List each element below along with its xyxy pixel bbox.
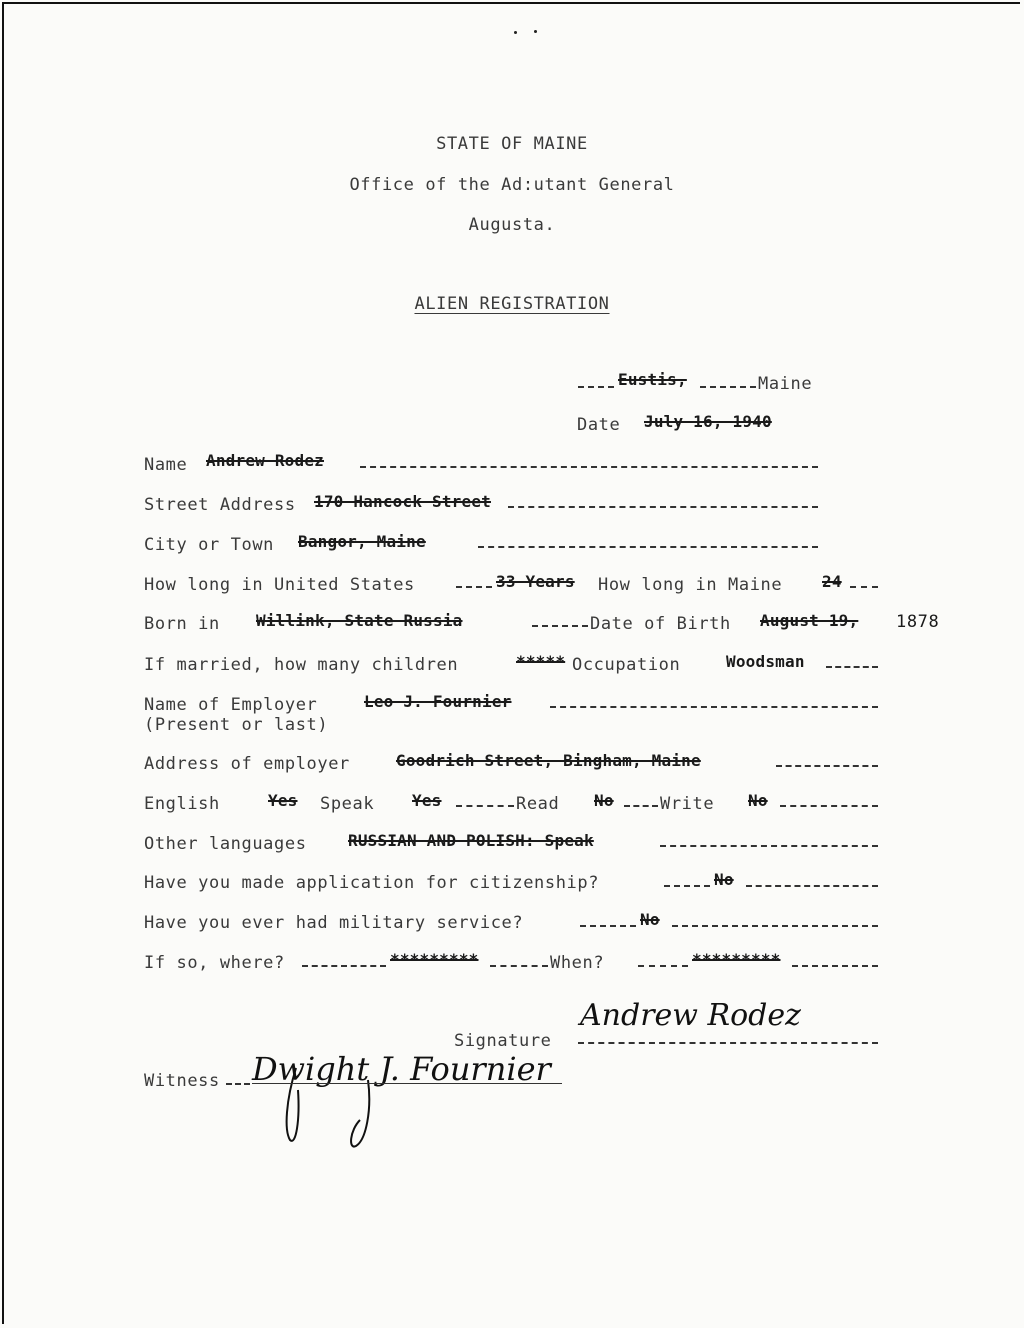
speak-value: Yes (412, 791, 442, 810)
dash-leader (638, 965, 688, 967)
dash-leader (850, 586, 878, 588)
dash-leader (780, 805, 878, 807)
signature-handwriting: Andrew Rodez (580, 998, 801, 1033)
born-in-label: Born in (144, 614, 220, 634)
dash-leader (532, 625, 588, 627)
header-state: STATE OF MAINE (436, 134, 588, 154)
witness-handwriting: Dwight J. Fournier (252, 1050, 551, 1088)
citizenship-label: Have you made application for citizenship? (144, 873, 600, 893)
date-label: Date (577, 415, 621, 435)
military-label: Have you ever had military service? (144, 913, 524, 933)
citizenship-line (746, 885, 878, 887)
when-label: When? (550, 953, 605, 973)
english-value: Yes (268, 791, 298, 810)
city-line (478, 546, 818, 548)
dash-leader (226, 1083, 250, 1085)
born-in-value: Willink, State Russia (256, 611, 463, 630)
dash-leader (456, 805, 514, 807)
write-label: Write (660, 794, 715, 814)
citizenship-value: No (714, 870, 734, 889)
employer-address-value: Goodrich Street, Bingham, Maine (396, 751, 701, 770)
dash-leader (580, 925, 636, 927)
header-office: Office of the Ad:utant General (349, 175, 675, 195)
where-label: If so, where? (144, 953, 285, 973)
dash-leader (456, 586, 492, 588)
when-value: ********* (692, 950, 781, 969)
employer-address-line (776, 765, 878, 767)
street-line (508, 506, 818, 508)
scan-speck (534, 30, 537, 33)
street-label: Street Address (144, 495, 296, 515)
occupation-label: Occupation (572, 655, 681, 675)
witness-line (252, 1083, 562, 1084)
name-label: Name (144, 455, 188, 475)
dash-leader (826, 666, 878, 668)
military-value: No (640, 910, 660, 929)
employer-address-label: Address of employer (144, 754, 350, 774)
other-languages-value: RUSSIAN AND POLISH: Speak (348, 831, 594, 850)
witness-label: Witness (144, 1071, 220, 1091)
dob-value: August 19, (760, 611, 859, 630)
years-maine-label: How long in Maine (598, 575, 783, 595)
location-town: Eustis, (618, 370, 687, 389)
header-city: Augusta. (468, 215, 556, 235)
military-line (672, 925, 878, 927)
form-title: ALIEN REGISTRATION (414, 294, 610, 314)
employer-value: Leo J. Fournier (364, 692, 512, 711)
witness-flourish (276, 1060, 396, 1150)
employer-label: Name of Employer (144, 695, 318, 715)
dash-leader (490, 965, 548, 967)
city-value: Bangor, Maine (298, 532, 426, 551)
english-label: English (144, 794, 220, 814)
signature-label: Signature (454, 1031, 552, 1051)
dash-leader (302, 965, 386, 967)
dash-leader (792, 965, 878, 967)
other-languages-line (660, 845, 878, 847)
read-label: Read (516, 794, 560, 814)
location-state-label: Maine (758, 374, 813, 394)
name-line (360, 466, 818, 468)
name-value: Andrew Rodez (206, 451, 324, 470)
years-maine-value: 24 (822, 572, 842, 591)
years-us-label: How long in United States (144, 575, 415, 595)
dash-leader (578, 386, 614, 388)
dash-leader (700, 386, 756, 388)
children-value: ***** (516, 652, 566, 671)
date-value: July 16, 1940 (644, 412, 772, 431)
employer-line (550, 706, 878, 708)
write-value: No (748, 791, 768, 810)
other-languages-label: Other languages (144, 834, 307, 854)
years-us-value: 33 Years (496, 572, 575, 591)
scan-speck (514, 31, 517, 34)
occupation-value: Woodsman (726, 652, 805, 671)
dash-leader (624, 805, 658, 807)
signature-line (578, 1042, 878, 1044)
dob-year: 1878 (896, 612, 940, 632)
speak-label: Speak (320, 794, 375, 814)
employer-sublabel: (Present or last) (144, 715, 329, 735)
read-value: No (594, 791, 614, 810)
city-label: City or Town (144, 535, 275, 555)
street-value: 170 Hancock Street (314, 492, 491, 511)
children-label: If married, how many children (144, 655, 459, 675)
dob-label: Date of Birth (590, 614, 731, 634)
dash-leader (664, 885, 710, 887)
where-value: ********* (390, 950, 479, 969)
